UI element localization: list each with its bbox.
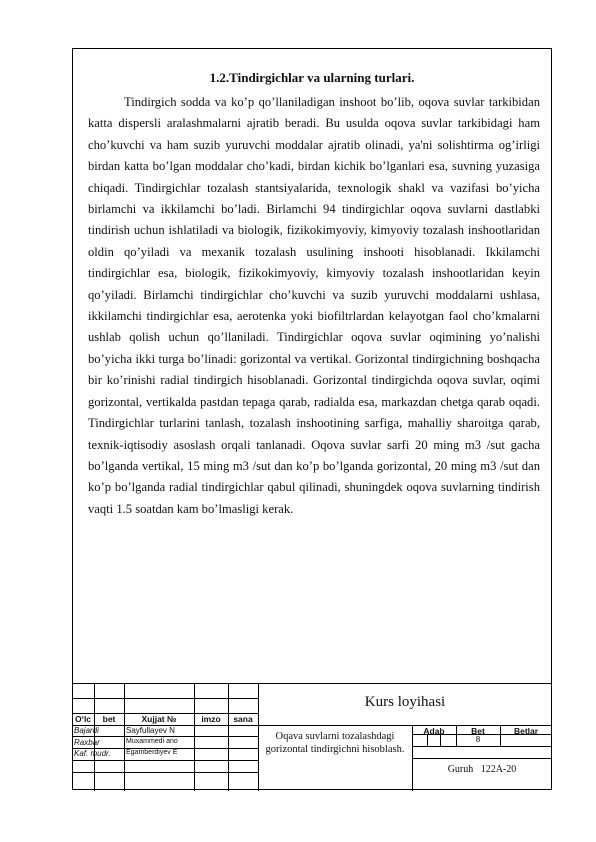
betlar-label: Betlar [513,726,539,736]
bet-value: 8 [475,735,481,744]
project-title: Kurs loyihasi [364,694,446,710]
role-bajardi: Bajardi [74,726,99,735]
col-header-sana: sana [233,714,253,724]
group-label: Guruh 122A-20 [447,764,517,775]
role-kaf-mudr: Kaf. mudr. [74,749,111,758]
role-raxbar: Raxbar [74,738,100,747]
section-title: 1.2.Tindirgichlar va ularning turlari. [209,70,415,85]
name-kaf-mudr: Egamberdiyev E [126,749,178,756]
body-paragraph [88,92,540,520]
project-subject: Oqava suvlarni tozalashdagi gorizontal tindirgichni hisoblash. [265,731,405,755]
col-header-hujjat: Xujjat № [141,714,177,724]
col-header-olchov: O‘lc [74,714,92,724]
bet-label: Bet [471,726,485,736]
adab-label: Adab [423,726,445,736]
paragraph-text: Tindirgich sodda va ko’p qo’llaniladigan inshoot bo’lib, oqova suvlar tarkibidan katta dispersli aralashmalarni ajratib beradi. Bu usulda oqova suvlar tarkibidagi ham cho’kuvchi va ham suzib yuruvchi moddalar ajratib olinadi, ya'ni solishtirma og’irligi birdan katta bo’lgan moddalar cho’kadi, birdan kichik bo’lganlari esa, suvning yuzasiga chiqadi. Tindirgichlar tozalash stantsiyalarida, texnologik shakl va vazifasi bo’yicha birlamchi va ikkilamchi bo’ladi. Birlamchi 94 tindirgichlar oqova suvlarni dastlabki tindirish uchun ishlatiladi va biologik, fizikokimyoviy, kimyoviy tozalash inshootlaridan oldin qo’yiladi va mexanik tozalash usulining inshooti hisoblanadi. Ikkilamchi tindirgichlar esa, biologik, fizikokimyoviy, kimyoviy tozalash inshootlaridan keyin qo’yiladi. Birlamchi tindirgichlar cho’kuvchi va suzib yuruvchi moddalarni ushlasa, ikkilamchi tindirgichlar esa, aerotenka yoki biofiltrlardan kelayotgan faol cho’kmalarni ushlab qolish uchun qo’llaniladi. Tindirgichlar oqova suvlar oqimining yo’nalishi bo’yicha ikki turga bo’linadi: gorizontal va vertikal. Gorizontal tindirgichning boshqacha bir ko’rinishi radial tindirgich hisoblanadi. Gorizontal tindirgichda oqova suvlar, oqimi gorizontal, vertikalda pastdan tepaga qarab, radialda esa, markazdan chetga qarab oqadi. Tindirgichlar turlarini tanlash, tozalash inshootining sarfiga, mahalliy sharoitga qarab, texnik-iqtisodiy asoslash orqali tanlanadi. Oqova suvlar sarfi 20 ming m3 /sut gacha bo’lganda vertikal, 15 ming m3 /sut dan ko’p bo’lganda gorizontal, 20 ming m3 /sut dan ko’p bo’lganda radial tindirgichlar qabul qilinadi, shuningdek oqova suvlarning tindirish vaqti 1.5 soatdan kam bo’lmasligi kerak. [88,95,540,516]
name-bajardi: Sayfullayev N [126,726,175,735]
name-raxbar: Muxammedi ano [126,738,178,745]
title-block [72,683,552,790]
col-header-imzo: imzo [201,714,221,724]
col-header-bet: bet [102,714,116,724]
